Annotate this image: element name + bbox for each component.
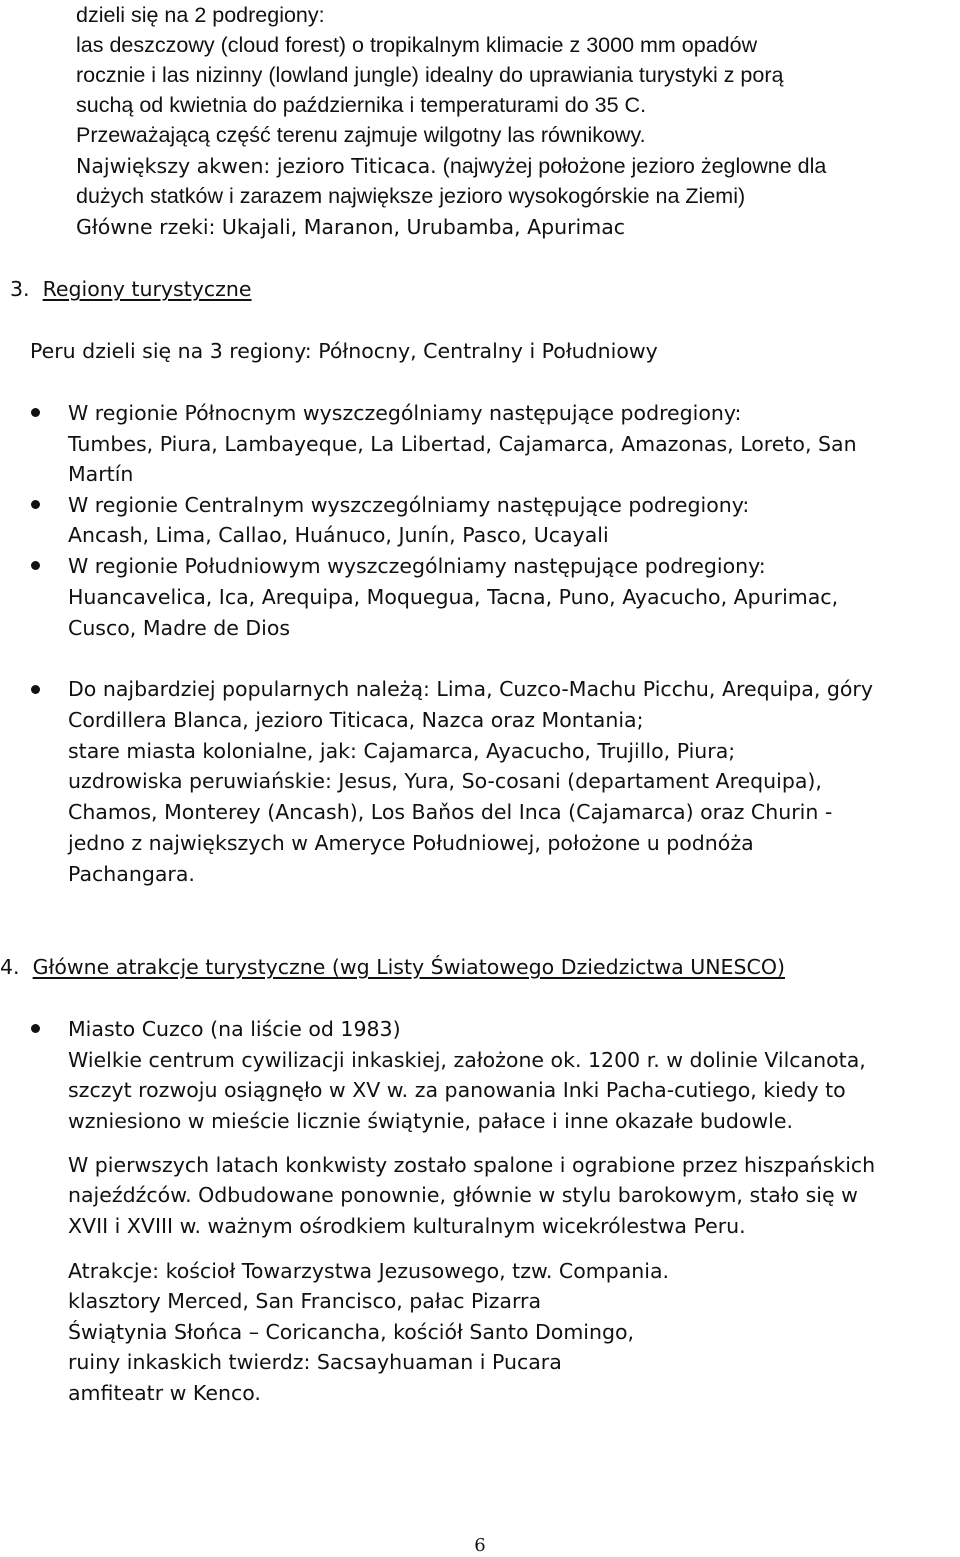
list-item-line: stare miasta kolonialne, jak: Cajamarca, Ayacucho, Trujillo, Piura; bbox=[68, 739, 736, 763]
list-item-line: uzdrowiska peruwiańskie: Jesus, Yura, So-cosani (departament Arequipa), bbox=[68, 769, 822, 793]
attraction-line: ruiny inkaskich twierdz: Sacsayhuaman i Pucara bbox=[68, 1350, 562, 1374]
page-number: 6 bbox=[474, 1535, 486, 1556]
bullet-icon bbox=[31, 1024, 40, 1033]
intro-line: suchą od kwietnia do października i temperaturami do 35 C. bbox=[76, 93, 647, 117]
intro-line: las deszczowy (cloud forest) o tropikalnym klimacie z 3000 mm opadów bbox=[76, 33, 758, 57]
list-item-line: W regionie Centralnym wyszczególniamy następujące podregiony: bbox=[68, 493, 750, 517]
section-3-heading bbox=[10, 274, 252, 305]
paragraph-line: Wielkie centrum cywilizacji inkaskiej, założone ok. 1200 r. w dolinie Vilcanota, bbox=[68, 1048, 866, 1072]
intro-line-part: Największy akwen: jezioro Titicaca. bbox=[76, 154, 437, 178]
list-item-line: Cordillera Blanca, jezioro Titicaca, Nazca oraz Montania; bbox=[68, 708, 644, 732]
list-item-line: Cusco, Madre de Dios bbox=[68, 616, 291, 640]
attraction-line: amfiteatr w Kenco. bbox=[68, 1381, 261, 1405]
intro-line: dużych statków i zarazem największe jezioro wysokogórskie na Ziemi) bbox=[76, 184, 746, 208]
intro-line bbox=[76, 151, 826, 182]
list-item-line: Martín bbox=[68, 462, 134, 486]
list-item-line: Do najbardziej popularnych należą: Lima, Cuzco-Machu Picchu, Arequipa, góry bbox=[68, 677, 873, 701]
attraction-line: klasztory Merced, San Francisco, pałac Pizarra bbox=[68, 1289, 542, 1313]
list-item-line: Ancash, Lima, Callao, Huánuco, Junín, Pasco, Ucayali bbox=[68, 523, 609, 547]
attraction-line: Atrakcje: kościoł Towarzystwa Jezusowego, tzw. Compania. bbox=[68, 1259, 670, 1283]
paragraph-line: XVII i XVIII w. ważnym ośrodkiem kulturalnym wicekrólestwa Peru. bbox=[68, 1214, 746, 1238]
intro-line: dzieli się na 2 podregiony: bbox=[76, 3, 325, 27]
attraction-line: Świątynia Słońca – Coricancha, kościół Santo Domingo, bbox=[68, 1320, 635, 1344]
paragraph-line: wzniesiono w mieście licznie świątynie, pałace i inne okazałe budowle. bbox=[68, 1109, 794, 1133]
section-title: Główne atrakcje turystyczne (wg Listy Światowego Dziedzictwa UNESCO) bbox=[32, 955, 785, 979]
section-number: 3. bbox=[10, 277, 30, 301]
bullet-icon bbox=[31, 500, 40, 509]
bullet-icon bbox=[31, 685, 40, 694]
intro-line: rocznie i las nizinny (lowland jungle) idealny do uprawiania turystyki z porą bbox=[76, 63, 784, 87]
list-item-line: Tumbes, Piura, Lambayeque, La Libertad, Cajamarca, Amazonas, Loreto, San bbox=[68, 432, 857, 456]
paragraph-line: najeźdźców. Odbudowane ponownie, głównie w stylu barokowym, stało się w bbox=[68, 1183, 858, 1207]
list-item-line: Huancavelica, Ica, Arequipa, Moquegua, Tacna, Puno, Ayacucho, Apurimac, bbox=[68, 585, 839, 609]
intro-line-part: (najwyżej położone jezioro żeglowne dla bbox=[436, 154, 827, 178]
section-title: Regiony turystyczne bbox=[42, 277, 252, 301]
paragraph-line: W pierwszych latach konkwisty zostało spalone i ograbione przez hiszpańskich bbox=[68, 1153, 876, 1177]
paragraph-line: szczyt rozwoju osiągnęło w XV w. za panowania Inki Pacha-cutiego, kiedy to bbox=[68, 1078, 846, 1102]
intro-line: Przeważającą część terenu zajmuje wilgotny las równikowy. bbox=[76, 123, 646, 147]
list-item-line: Pachangara. bbox=[68, 862, 195, 886]
list-item-line: W regionie Południowym wyszczególniamy następujące podregiony: bbox=[68, 554, 766, 578]
cuzco-title: Miasto Cuzco (na liście od 1983) bbox=[68, 1017, 401, 1041]
list-item-line: W regionie Północnym wyszczególniamy następujące podregiony: bbox=[68, 401, 742, 425]
section-4-heading bbox=[0, 952, 785, 983]
intro-line: Główne rzeki: Ukajali, Maranon, Urubamba, Apurimac bbox=[76, 215, 626, 239]
bullet-icon bbox=[31, 408, 40, 417]
section-number: 4. bbox=[0, 955, 20, 979]
list-item-line: jedno z największych w Ameryce Południowej, położone u podnóża bbox=[68, 831, 754, 855]
list-item-line: Chamos, Monterey (Ancash), Los Baňos del Inca (Cajamarca) oraz Churin - bbox=[68, 800, 833, 824]
section-3-intro: Peru dzieli się na 3 regiony: Północny, Centralny i Południowy bbox=[30, 339, 658, 363]
bullet-icon bbox=[31, 561, 40, 570]
